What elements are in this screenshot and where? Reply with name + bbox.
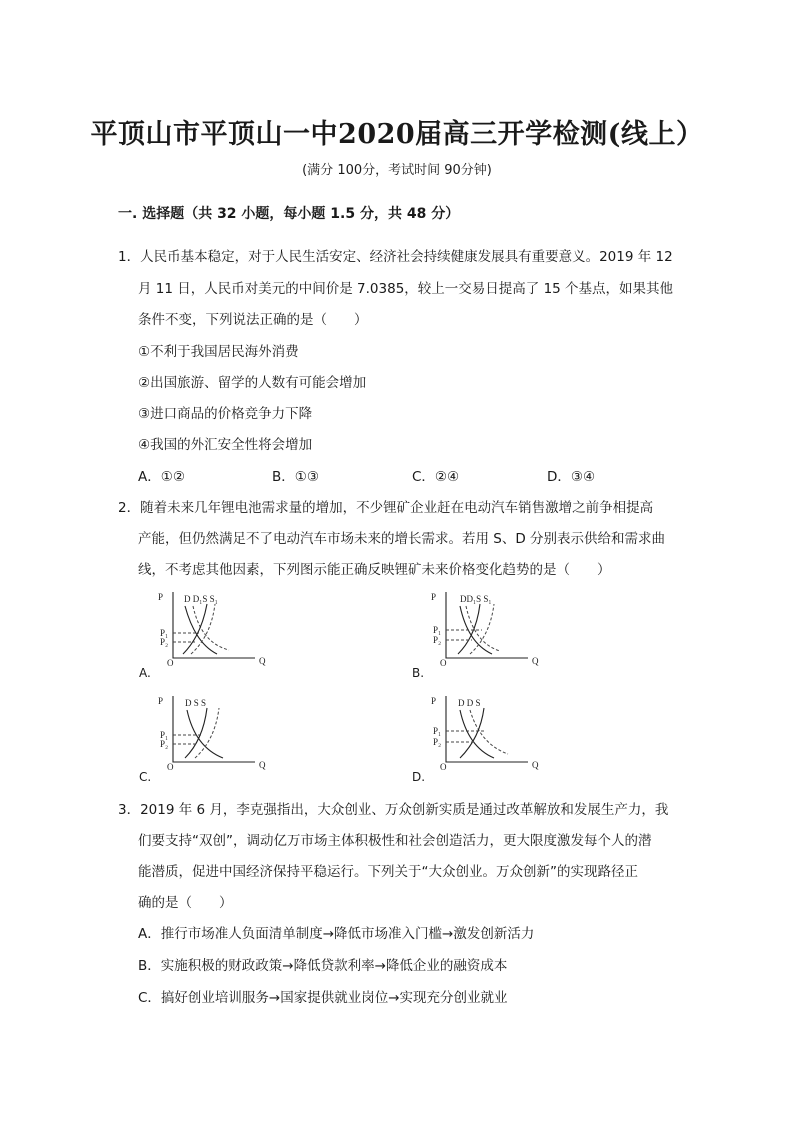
page-title: 平顶山市平顶山一中2020届高三开学检测(线上） (90, 119, 704, 150)
q3-stem-line4: 确的是（ ） (138, 895, 233, 911)
q1-stem-line2: 月 11 日，人民币对美元的中间价是 7.0385，较上一交易日提高了 15 个基点，如果其他 (138, 281, 674, 297)
chart-c-p1-label: P₁ (160, 730, 169, 740)
chart-b-curve-labels: DD₁S S₁ (460, 594, 492, 604)
chart-d-origin: O (440, 762, 447, 772)
chart-b-p2-label: P₂ (433, 635, 442, 645)
chart-c-origin: O (167, 762, 174, 772)
q3-stem-line3: 能潜质，促进中国经济保持平稳运行。下列关于“大众创业。万众创新”的实现路径正 (138, 864, 638, 880)
chart-d-p1-label: P₁ (433, 726, 442, 736)
q2-option-d[interactable]: D. (412, 770, 426, 784)
chart-c-supply-shift (195, 708, 219, 758)
q1-statement-2: ②出国旅游、留学的人数有可能会增加 (138, 375, 367, 391)
chart-a-origin: O (167, 658, 174, 668)
q2-option-a[interactable]: A. (139, 666, 151, 680)
chart-a-p1-label: P₁ (160, 628, 169, 638)
chart-a-p-label: P (158, 592, 164, 602)
section-heading: 一. 选择题（共 32 小题，每小题 1.5 分，共 48 分） (118, 206, 460, 222)
q1-option-a[interactable]: A．①② (138, 469, 185, 485)
chart-c (155, 692, 270, 772)
chart-b-price-guides (446, 630, 482, 640)
q2-stem-line2: 产能，但仍然满足不了电动汽车市场未来的增长需求。若用 S、D 分别表示供给和需求曲 (138, 531, 666, 547)
chart-d-price-guides (446, 731, 484, 742)
chart-a (155, 588, 270, 668)
chart-d-curve-labels: D D S (458, 698, 481, 708)
q2-option-b[interactable]: B. (412, 666, 425, 680)
exam-info: (满分 100分，考试时间 90分钟) (302, 163, 492, 178)
q1-statement-1: ①不利于我国居民海外消费 (138, 344, 299, 360)
chart-c-curve-labels: D S S (185, 698, 207, 708)
q1-statement-4: ④我国的外汇安全性将会增加 (138, 437, 313, 453)
chart-c-p-label: P (158, 696, 164, 706)
chart-b-p-label: P (431, 592, 437, 602)
chart-c-p2-label: P₂ (160, 739, 169, 749)
q3-stem-line2: 们要支持“双创”，调动亿万市场主体积极性和社会创造活力，更大限度激发每个人的潜 (138, 833, 652, 849)
q3-option-b[interactable]: B．实施积极的财政政策→降低贷款利率→降低企业的融资成本 (138, 958, 508, 974)
q3-option-c[interactable]: C．搞好创业培训服务→国家提供就业岗位→实现充分创业就业 (138, 990, 508, 1006)
q2-stem-line1: 2．随着未来几年锂电池需求量的增加，不少锂矿企业赶在电动汽车销售激增之前争相提高 (118, 500, 654, 516)
chart-a-p2-label: P₂ (160, 637, 169, 647)
q1-option-d[interactable]: D．③④ (547, 469, 596, 485)
chart-d-p-label: P (431, 696, 437, 706)
q2-stem-line3: 线，不考虑其他因素，下列图示能正确反映锂矿未来价格变化趋势的是（ ） (138, 562, 611, 578)
chart-b-demand-shift (466, 606, 500, 651)
chart-a-q-label: Q (259, 656, 266, 666)
chart-d (428, 692, 543, 772)
chart-b-q-label: Q (532, 656, 539, 666)
q1-stem-line1: 1．人民币基本稳定，对于人民生活安定、经济社会持续健康发展具有重要意义。2019 年 12 (118, 249, 673, 265)
chart-a-demand-shift (193, 606, 229, 650)
chart-d-q-label: Q (532, 760, 539, 770)
q1-stem-line3: 条件不变，下列说法正确的是（ ） (138, 312, 368, 328)
chart-d-demand-shift (470, 710, 508, 754)
q3-stem-line1: 3．2019 年 6 月，李克强指出，大众创业、万众创新实质是通过改革解放和发展生产力，我 (118, 802, 669, 818)
q1-statement-3: ③进口商品的价格竞争力下降 (138, 406, 313, 422)
q3-option-a[interactable]: A．推行市场准人负面清单制度→降低市场准入门槛→激发创新活力 (138, 926, 535, 942)
chart-c-q-label: Q (259, 760, 266, 770)
q2-option-c[interactable]: C. (139, 770, 152, 784)
chart-b-origin: O (440, 658, 447, 668)
chart-b (428, 588, 543, 668)
q1-option-b[interactable]: B．①③ (272, 469, 319, 485)
chart-b-p1-label: P₁ (433, 625, 442, 635)
chart-d-p2-label: P₂ (433, 737, 442, 747)
q1-option-c[interactable]: C．②④ (412, 469, 460, 485)
chart-a-curve-labels: D D₁S S₁ (184, 594, 218, 604)
